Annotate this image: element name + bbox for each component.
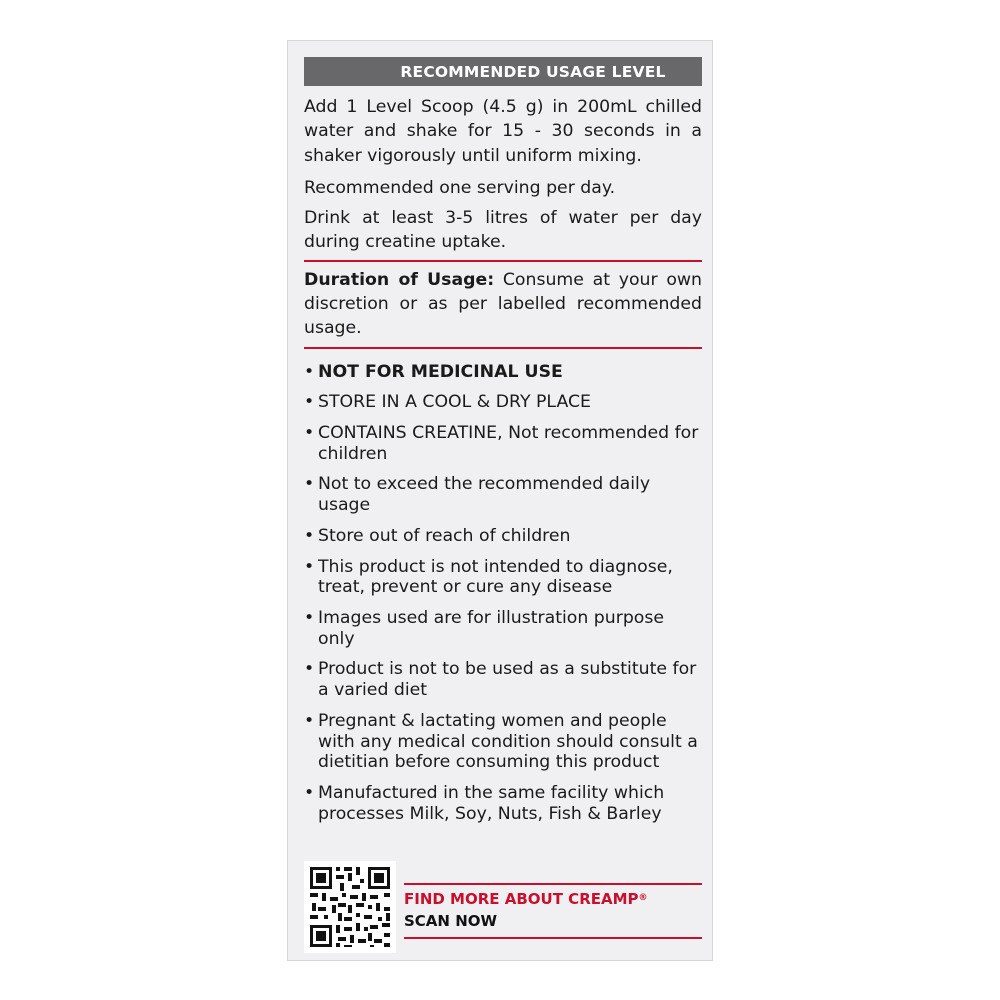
warning-item — [304, 474, 702, 515]
warning-item — [304, 392, 702, 413]
warning-text: CONTAINS CREATINE, Not recommended for children — [318, 423, 699, 464]
water-recommendation: Drink at least 3-5 litres of water per day during creatine uptake. — [304, 208, 702, 253]
warning-item — [304, 526, 702, 547]
label-content — [304, 57, 702, 834]
footer-scan-section — [304, 861, 702, 953]
warning-item — [304, 557, 702, 598]
usage-instructions: Add 1 Level Scoop (4.5 g) in 200mL chilled water and shake for 15 - 30 seconds in a shaker vigorously until uniform mixing. — [304, 97, 702, 166]
warning-text: Product is not to be used as a substitute for a varied diet — [318, 659, 697, 701]
bullet-icon: • — [304, 525, 315, 546]
warning-item — [304, 711, 702, 773]
warning-item — [304, 783, 702, 824]
scan-callout — [404, 883, 702, 939]
warning-item — [304, 659, 702, 700]
find-more-text — [404, 890, 702, 908]
warnings-list — [304, 362, 702, 825]
bullet-icon: • — [304, 556, 315, 577]
usage-header — [304, 57, 702, 86]
warning-text: This product is not intended to diagnose, treat, prevent or cure any disease — [318, 556, 673, 598]
divider — [404, 937, 702, 939]
warning-text: STORE IN A COOL & DRY PLACE — [318, 392, 591, 413]
bullet-icon: • — [304, 474, 315, 495]
divider — [304, 260, 702, 262]
divider — [404, 883, 702, 885]
bullet-icon: • — [304, 392, 315, 413]
warning-text: Not to exceed the recommended daily usage — [318, 474, 651, 516]
divider — [304, 347, 702, 349]
bullet-icon: • — [304, 710, 315, 731]
label-panel — [287, 40, 713, 961]
bullet-icon: • — [304, 608, 315, 628]
bullet-icon: • — [304, 423, 315, 444]
serving-recommendation: Recommended one serving per day. — [304, 177, 616, 198]
bullet-icon: • — [304, 782, 315, 803]
warning-item — [304, 362, 702, 383]
find-more-label: FIND MORE ABOUT CREAMP — [404, 890, 639, 908]
bullet-icon: • — [304, 659, 315, 680]
duration-label: Duration of Usage: — [304, 269, 495, 290]
warning-text: Images used are for illustration purpose only — [318, 608, 664, 649]
warning-item — [304, 608, 702, 649]
registered-mark: ® — [638, 893, 648, 903]
qr-code-icon[interactable] — [304, 861, 396, 953]
scan-now-text: SCAN NOW — [404, 912, 498, 930]
warning-item — [304, 423, 702, 464]
duration-of-usage — [304, 268, 702, 341]
warning-text: Store out of reach of children — [318, 525, 571, 546]
bullet-icon: • — [304, 361, 315, 382]
warning-text: Pregnant & lactating women and people with any medical condition should consult a dietitian before consuming this product — [318, 710, 698, 773]
warning-text: NOT FOR MEDICINAL USE — [318, 361, 563, 382]
warning-text: Manufactured in the same facility which processes Milk, Soy, Nuts, Fish & Barley — [318, 782, 665, 824]
duration-text: Consume at your own discretion or as per labelled recommended usage. — [304, 269, 702, 339]
usage-header-title: RECOMMENDED USAGE LEVEL — [400, 62, 666, 81]
